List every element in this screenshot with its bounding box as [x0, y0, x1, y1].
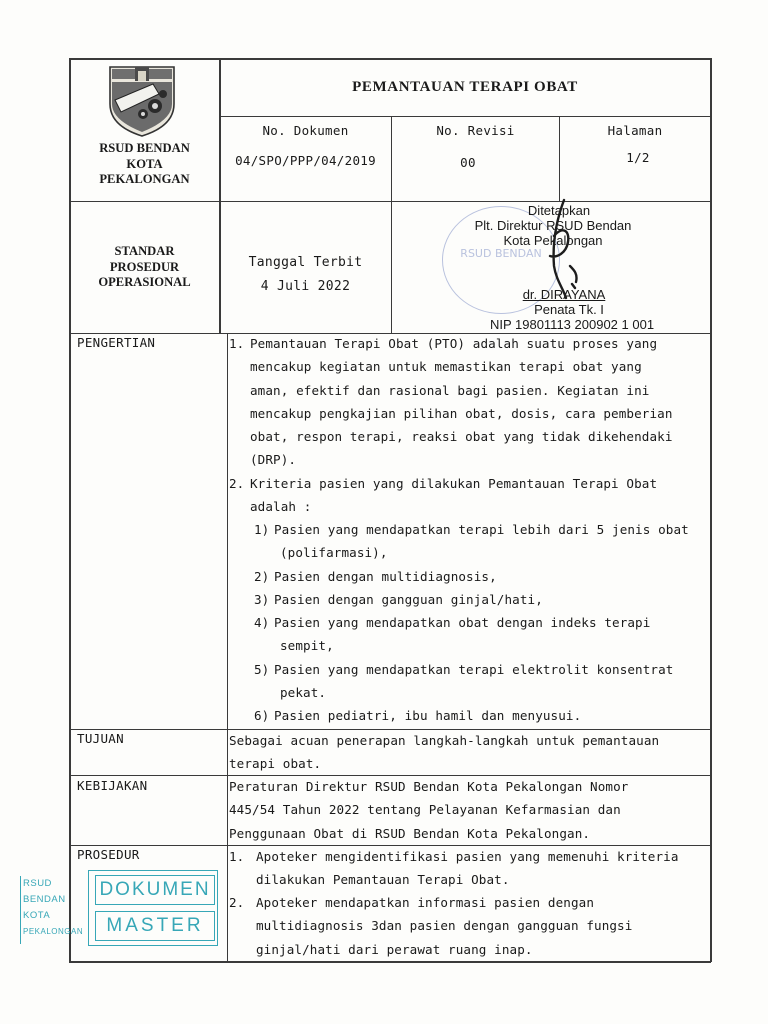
tujuan-line: terapi obat.	[229, 756, 322, 772]
kebijakan-text	[229, 775, 705, 845]
table-border-bottom	[69, 961, 711, 963]
criteria-number: 1)	[254, 522, 270, 537]
signature	[528, 196, 588, 302]
stamp-left-line: KOTA	[23, 910, 51, 921]
stamp-left-line: PEKALONGAN	[23, 927, 84, 936]
approval-line-1: Ditetapkan	[527, 203, 591, 218]
prosedur-item-2-line: Apoteker mendapatkan informasi pasien dengan	[256, 895, 595, 910]
criteria-line: Pasien yang mendapatkan terapi lebih dari 5 jenis obat	[274, 522, 689, 537]
prosedur-item-2	[256, 891, 706, 961]
pengertian-item-2-line: Kriteria pasien yang dilakukan Pemantauan Terapi Obat	[250, 476, 658, 491]
prosedur-item-2-line: multidiagnosis 3dan pasien dengan gangguan fungsi	[256, 918, 633, 934]
criteria-list	[254, 518, 704, 728]
kebijakan-line: Penggunaan Obat di RSUD Bendan Kota Pekalongan.	[229, 825, 591, 841]
criteria-item	[254, 658, 704, 705]
institution-name	[70, 141, 219, 188]
institution-line-2: KOTA	[126, 156, 163, 171]
approver-nip: NIP 19801113 200902 1 001	[489, 317, 655, 332]
body-label-divider	[227, 333, 228, 962]
pengertian-item-1-line: aman, efektif dan rasional bagi pasien. Kegiatan ini	[250, 382, 650, 398]
criteria-item	[254, 518, 704, 565]
section-label-tujuan: TUJUAN	[77, 731, 124, 746]
criteria-line: Pasien yang mendapatkan obat dengan indeks terapi	[274, 615, 651, 631]
section-label-pengertian: PENGERTIAN	[77, 335, 156, 350]
criteria-line: Pasien dengan multidiagnosis,	[274, 568, 497, 584]
doc-number-label: No. Dokumen	[262, 123, 349, 138]
sop-label	[70, 244, 219, 291]
institution-line-3: PEKALONGAN	[99, 172, 190, 186]
kebijakan-line: 445/54 Tahun 2022 tentang Pelayanan Kefarmasian dan	[229, 802, 621, 818]
issue-date-label: Tanggal Terbit	[248, 255, 363, 270]
tujuan-text	[229, 729, 705, 776]
criteria-number: 6)	[254, 708, 270, 724]
pengertian-item-1-line: (DRP).	[250, 452, 297, 468]
section-label-prosedur: PROSEDUR	[77, 847, 140, 862]
pengertian-item-1-line: mencakup kegiatan untuk memastikan terapi obat yang	[250, 359, 642, 375]
doc-number-value: 04/SPO/PPP/04/2019	[235, 153, 376, 168]
criteria-line: Pasien pediatri, ibu hamil dan menyusui.	[274, 708, 582, 724]
tujuan-line: Sebagai acuan penerapan langkah-langkah untuk pemantauan	[229, 733, 660, 748]
prosedur-item-2-line: ginjal/hati dari perawat ruang inap.	[256, 941, 533, 957]
criteria-item	[254, 565, 704, 588]
approver-name: dr. DIRAYANA	[522, 287, 606, 302]
table-border-top	[69, 58, 711, 60]
criteria-line: sempit,	[280, 638, 334, 654]
kebijakan-line: Peraturan Direktur RSUD Bendan Kota Pekalongan Nomor	[229, 779, 629, 794]
hospital-logo-icon	[107, 64, 177, 138]
issue-date-value: 4 Juli 2022	[260, 279, 351, 294]
sop-label-line-1: STANDAR	[114, 244, 175, 258]
stamp-top-text: DOKUMEN	[95, 875, 215, 905]
page-value: 1/2	[626, 150, 650, 165]
criteria-number: 4)	[254, 615, 270, 631]
sop-label-line-3: OPERASIONAL	[98, 275, 191, 289]
header-row-divider	[69, 201, 711, 202]
approver-rank: Penata Tk. I	[534, 302, 604, 317]
criteria-item	[254, 704, 704, 727]
stamp-left-block	[20, 876, 91, 944]
approval-line-3: Kota Pekalongan	[503, 233, 603, 248]
page-label: Halaman	[607, 123, 663, 138]
criteria-line: pekat.	[280, 685, 327, 701]
criteria-item	[254, 588, 704, 611]
revision-label: No. Revisi	[436, 123, 515, 138]
stamp-left-line: RSUD	[23, 878, 52, 889]
pengertian-item-1-line: mencakup pengkajian pilihan obat, dosis, cara pemberian	[250, 405, 673, 421]
criteria-number: 5)	[254, 661, 270, 677]
pengertian-item-1-line: obat, respon terapi, reaksi obat yang tidak dikehendaki	[250, 429, 673, 445]
prosedur-item-2-number: 2.	[229, 895, 245, 910]
institution-line-1: RSUD BENDAN	[99, 141, 190, 155]
prosedur-item-1	[256, 845, 706, 892]
criteria-line: Pasien yang mendapatkan terapi elektrolit konsentrat	[274, 661, 674, 677]
criteria-item	[254, 611, 704, 658]
sop-label-line-2: PROSEDUR	[109, 259, 180, 274]
date-approval-divider	[391, 201, 392, 334]
table-border-right	[710, 58, 712, 962]
stamp-left-line: BENDAN	[23, 894, 66, 905]
criteria-number: 3)	[254, 591, 270, 607]
criteria-line: (polifarmasi),	[280, 545, 388, 561]
prosedur-item-1-number: 1.	[229, 849, 245, 864]
criteria-number: 2)	[254, 568, 270, 584]
prosedur-item-1-line: dilakukan Pemantauan Terapi Obat.	[256, 872, 510, 888]
stamp-bottom-text: MASTER	[95, 911, 215, 941]
pengertian-item-1	[250, 332, 704, 472]
criteria-line: Pasien dengan gangguan ginjal/hati,	[274, 591, 543, 607]
revision-value: 00	[460, 155, 476, 170]
document-title: PEMANTAUAN TERAPI OBAT	[352, 79, 578, 95]
pengertian-item-1-line: Pemantauan Terapi Obat (PTO) adalah suatu proses yang	[250, 336, 658, 351]
stamp-right-block	[88, 870, 218, 946]
seal-text: RSUD BENDAN	[460, 247, 542, 260]
pengertian-item-2-line: adalah :	[250, 499, 312, 515]
master-document-stamp	[20, 870, 218, 946]
pengertian-item-1-number: 1.	[229, 336, 245, 351]
title-row-divider	[219, 116, 711, 117]
pengertian-item-2	[250, 472, 704, 519]
approval-line-2: Plt. Direktur RSUD Bendan	[474, 218, 632, 233]
prosedur-item-1-line: Apoteker mengidentifikasi pasien yang memenuhi kriteria	[256, 849, 679, 864]
pengertian-item-2-number: 2.	[229, 476, 245, 491]
section-label-kebijakan: KEBIJAKAN	[77, 778, 148, 793]
table-border-left	[69, 58, 71, 962]
